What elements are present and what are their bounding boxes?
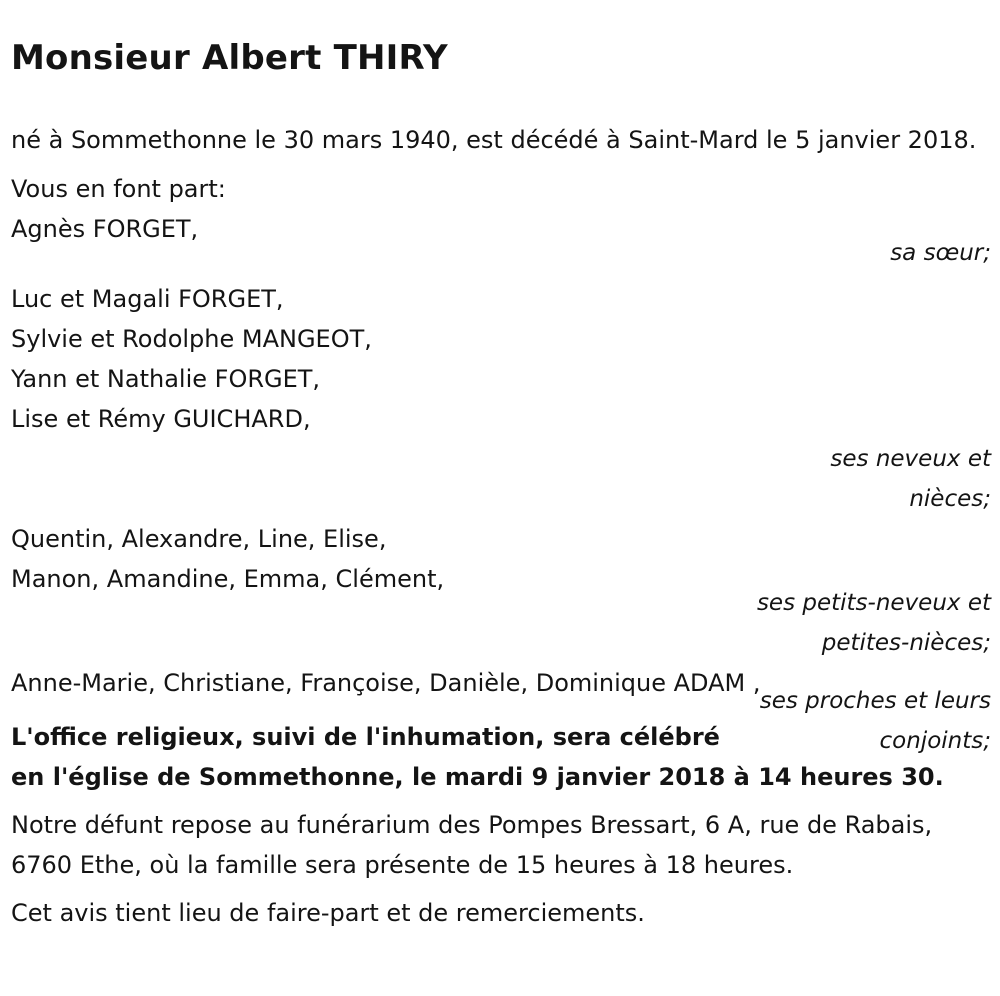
intro-paragraph: né à Sommethonne le 30 mars 1940, est décédé à Saint-Mard le 5 janvier 2018. [11,126,977,154]
family-name-line: Luc et Magali FORGET, [11,285,284,313]
family-group-nephews [11,279,991,519]
family-group-sister [11,209,991,273]
family-role [711,681,991,761]
obituary-notice [11,30,991,933]
family-role-line: ses proches et leurs [759,688,991,714]
family-role-line: conjoints; [879,728,991,754]
family-role-line: ses neveux et [830,446,991,472]
family-name-line: Agnès FORGET, [11,215,199,243]
family-group-grand-nephews [11,519,991,663]
family-role-line: petites-nièces; [821,630,991,656]
family-role-line: nièces; [909,486,991,512]
family-name-line: Anne-Marie, Christiane, Françoise, Danièle, Dominique ADAM , [11,669,761,697]
family-name-line: Quentin, Alexandre, Line, Elise, [11,525,387,553]
ceremony-line: L'office religieux, suivi de l'inhumation, sera célébré [11,723,720,751]
announce-label: Vous en font part: [11,175,226,203]
family-name-line: Yann et Nathalie FORGET, [11,365,321,393]
family-name-line: Manon, Amandine, Emma, Clément, [11,565,445,593]
family-role [711,583,991,663]
family-role [711,439,991,519]
family-name-line: Sylvie et Rodolphe MANGEOT, [11,325,372,353]
closing-paragraph: Cet avis tient lieu de faire-part et de remerciements. [11,899,645,927]
family-role: sa sœur; [890,240,991,266]
ceremony-line: en l'église de Sommethonne, le mardi 9 janvier 2018 à 14 heures 30. [11,763,944,791]
funeral-home-paragraph: Notre défunt repose au funérarium des Pompes Bressart, 6 A, rue de Rabais, 6760 Ethe, où la famille sera présente de 15 heures à 18 heures. [11,811,933,879]
family-name-line: Lise et Rémy GUICHARD, [11,405,311,433]
family-role-line: ses petits-neveux et [756,590,991,616]
page-title: Monsieur Albert THIRY [11,38,448,78]
